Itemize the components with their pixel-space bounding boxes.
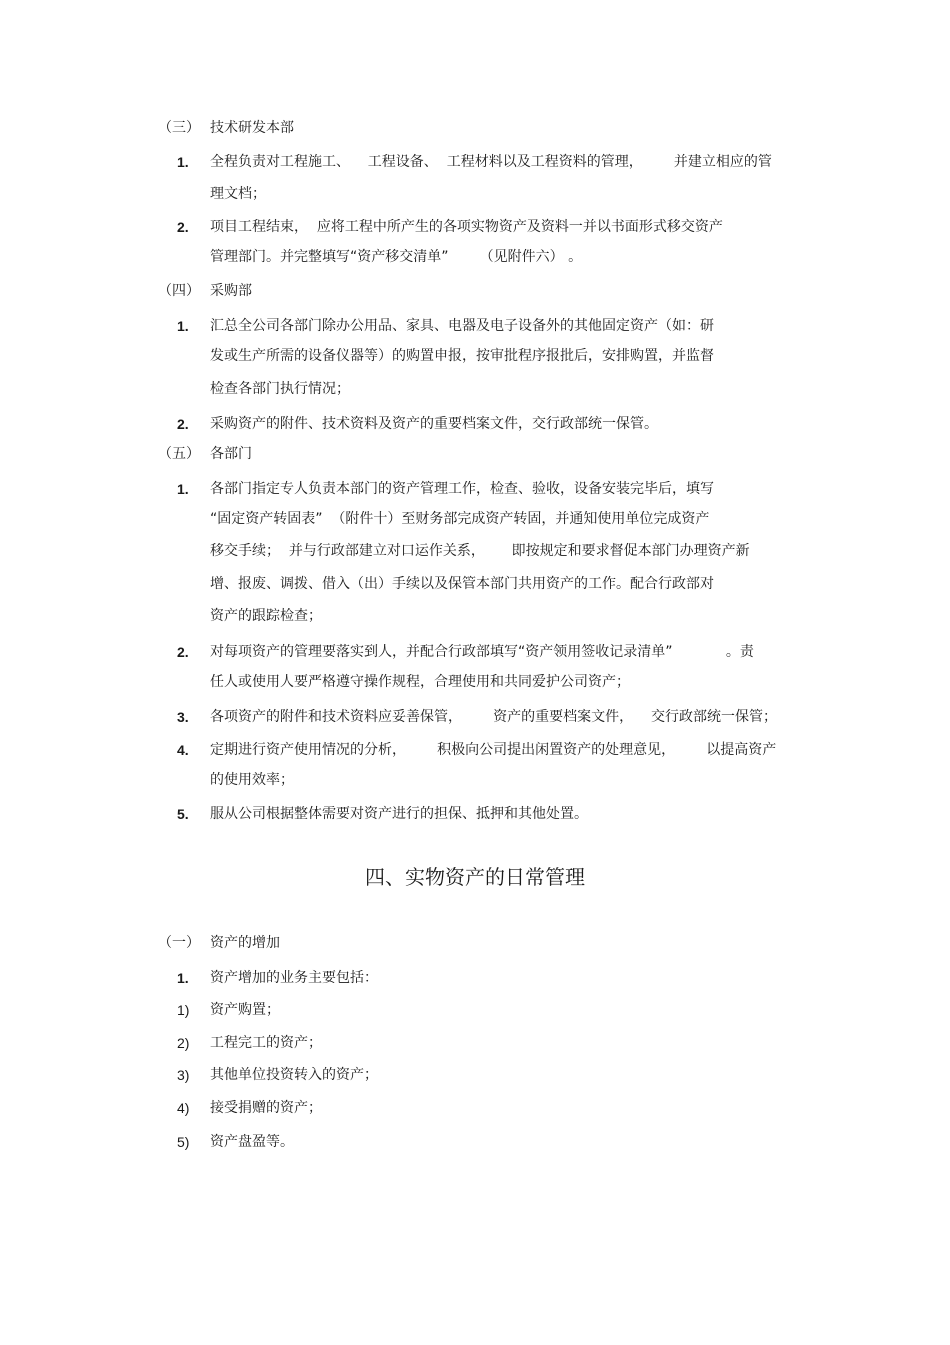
item-text-line: 全程负责对工程施工、 工程设备、 工程材料以及工程资料的管理， 并建立相应的管 (210, 154, 772, 170)
section-5-title: 各部门 (210, 446, 252, 462)
item-text-line: 定期进行资产使用情况的分析， 积极向公司提出闲置资产的处理意见， 以提高资产 (210, 742, 777, 758)
section-4-title: 采购部 (210, 283, 252, 299)
item-text-line: 项目工程结束， 应将工程中所产生的各项实物资产及资料一并以书面形式移交资产 (210, 219, 723, 235)
item-text-line: 移交手续； 并与行政部建立对口运作关系， 即按规定和要求督促本部门办理资产新 (210, 543, 750, 559)
subitem-number: 1) (177, 1002, 190, 1018)
item-text-line: 资产增加的业务主要包括： (210, 970, 378, 986)
section-1-title: 资产的增加 (210, 935, 280, 951)
item-text-line: 理文档； (210, 186, 266, 202)
section-1-label: （一） (158, 935, 200, 951)
item-number: 5. (177, 806, 189, 822)
item-text-line: 采购资产的附件、技术资料及资产的重要档案文件，交行政部统一保管。 (210, 416, 658, 432)
item-number: 4. (177, 742, 189, 758)
item-text-line: 检查各部门执行情况； (210, 381, 350, 397)
section-5-label: （五） (158, 446, 200, 462)
subitem-number: 2) (177, 1035, 190, 1051)
item-number: 1. (177, 318, 189, 334)
subitem-text: 资产盘盈等。 (210, 1134, 294, 1150)
item-text-line: 增、报废、调拨、借入（出）手续以及保管本部门共用资产的工作。配合行政部对 (210, 576, 714, 592)
subitem-number: 4) (177, 1100, 190, 1116)
item-text-line: 汇总全公司各部门除办公用品、家具、电器及电子设备外的其他固定资产（如：研 (210, 318, 714, 334)
section-3-title: 技术研发本部 (210, 120, 294, 136)
section-3-label: （三） (158, 120, 200, 136)
item-number: 1. (177, 154, 189, 170)
item-text-line: 发或生产所需的设备仪器等）的购置申报，按审批程序报批后，安排购置，并监督 (210, 348, 714, 364)
subitem-number: 5) (177, 1134, 190, 1150)
subitem-text: 工程完工的资产； (210, 1035, 322, 1051)
subitem-number: 3) (177, 1067, 190, 1083)
item-number: 2. (177, 219, 189, 235)
item-text-line: 任人或使用人要严格遵守操作规程，合理使用和共同爱护公司资产； (210, 674, 630, 690)
item-text-line: 的使用效率； (210, 772, 294, 788)
item-text-line: 管理部门。并完整填写“资产移交清单” （见附件六） 。 (210, 249, 583, 265)
item-text-line: 资产的跟踪检查； (210, 608, 322, 624)
subitem-text: 其他单位投资转入的资产； (210, 1067, 378, 1083)
item-number: 1. (177, 481, 189, 497)
item-number: 2. (177, 416, 189, 432)
item-text-line: 对每项资产的管理要落实到人，并配合行政部填写“资产领用签收记录清单” 。责 (210, 644, 754, 660)
subitem-text: 接受捐赠的资产； (210, 1100, 322, 1116)
subitem-text: 资产购置； (210, 1002, 280, 1018)
item-number: 1. (177, 970, 189, 986)
chapter-heading: 四、实物资产的日常管理 (365, 865, 585, 889)
item-text-line: 各项资产的附件和技术资料应妥善保管， 资产的重要档案文件， 交行政部统一保管； (210, 709, 777, 725)
item-text-line: 服从公司根据整体需要对资产进行的担保、抵押和其他处置。 (210, 806, 588, 822)
item-number: 3. (177, 709, 189, 725)
item-number: 2. (177, 644, 189, 660)
section-4-label: （四） (158, 283, 200, 299)
item-text-line: “固定资产转固表” （附件十）至财务部完成资产转固，并通知使用单位完成资产 (210, 511, 710, 527)
item-text-line: 各部门指定专人负责本部门的资产管理工作，检查、验收，设备安装完毕后，填写 (210, 481, 714, 497)
